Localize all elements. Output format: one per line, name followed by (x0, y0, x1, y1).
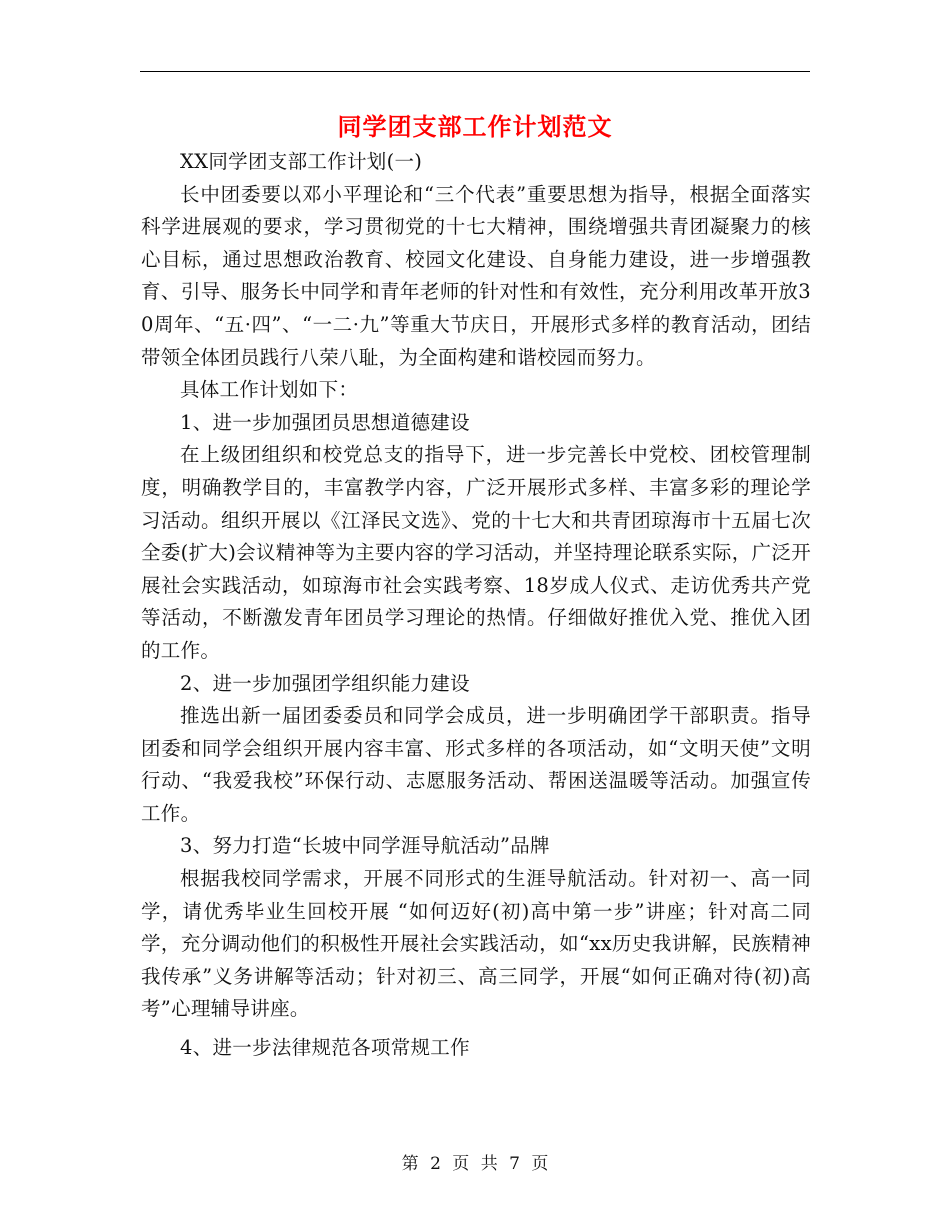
page-number: 第 2 页 共 7 页 (401, 1154, 549, 1174)
body-paragraph: 推选出新一届团委委员和同学会成员，进一步明确团学干部职责。指导团委和同学会组织开展内容丰富、形式多样的各项活动，如“文明天使”文明行动、“我爱我校”环保行动、志愿服务活动、帮困送温暖等活动。加强宣传工作。 (141, 704, 811, 825)
item-heading: 4、进一步法律规范各项常规工作 (180, 1036, 470, 1060)
document-body (141, 146, 811, 1065)
body-paragraph: 根据我校同学需求，开展不同形式的生涯导航活动。针对初一、高一同学，请优秀毕业生回校开展 “如何迈好(初)高中第一步”讲座；针对高二同学，充分调动他们的积极性开展社会实践活动，如“xx历史我讲解，民族精神我传承”义务讲解等活动；针对初三、高三同学，开展“如何正确对待(初)高考”心理辅导讲座。 (141, 867, 811, 1021)
body-paragraph: 长中团委要以邓小平理论和“三个代表”重要思想为指导，根据全面落实科学进展观的要求，学习贯彻党的十七大精神，围绕增强共青团凝聚力的核心目标，通过思想政治教育、校园文化建设、自身能力建设，进一步增强教育、引导、服务长中同学和青年老师的针对性和有效性，充分利用改革开放30周年、“五·四”、“一二·九”等重大节庆日，开展形式多样的教育活动，团结带领全体团员践行八荣八耻，为全面构建和谐校园而努力。 (141, 182, 811, 369)
item-heading: 3、努力打造“长坡中同学涯导航活动”品牌 (180, 834, 550, 858)
header-rule (140, 71, 810, 72)
body-paragraph: 具体工作计划如下： (180, 378, 359, 402)
section-heading: XX同学团支部工作计划(一) (180, 150, 423, 173)
body-paragraph: 在上级团组织和校党总支的指导下，进一步完善长中党校、团校管理制度，明确教学目的，丰富教学内容，广泛开展形式多样、丰富多彩的理论学习活动。组织开展以《江泽民文选》、党的十七大和共青团琼海市十五届七次全委(扩大)会议精神等为主要内容的学习活动，并坚持理论联系实际，广泛开展社会实践活动，如琼海市社会实践考察、18岁成人仪式、走访优秀共产党等活动，不断激发青年团员学习理论的热情。仔细做好推优入党、推优入团的工作。 (141, 443, 811, 662)
item-heading: 1、进一步加强团员思想道德建设 (180, 410, 470, 434)
document-title: 同学团支部工作计划范文 (337, 113, 613, 141)
item-heading: 2、进一步加强团学组织能力建设 (180, 671, 470, 695)
